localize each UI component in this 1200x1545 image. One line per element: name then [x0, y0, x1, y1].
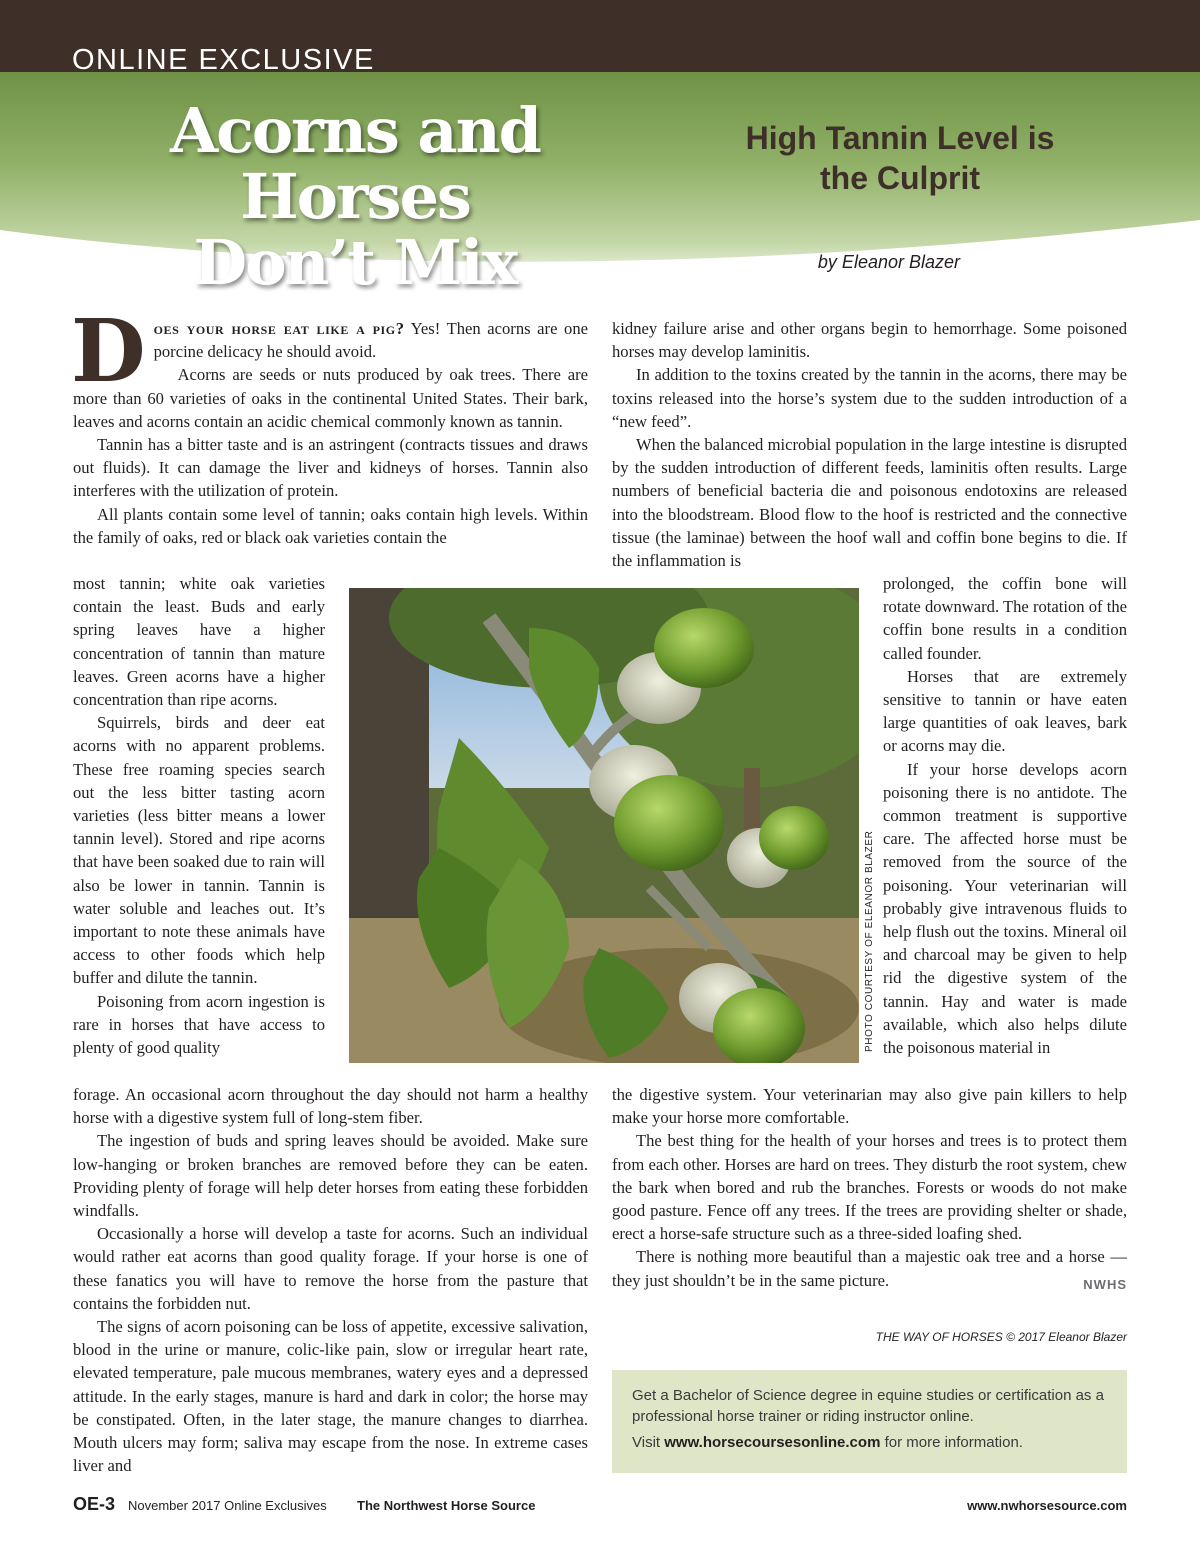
- ad-url-link[interactable]: www.horsecoursesonline.com: [664, 1434, 881, 1451]
- course-ad-box: [612, 1370, 1127, 1473]
- acorn-branch-illustration: [349, 588, 859, 1063]
- issue-label: November 2017 Online Exclusives: [128, 1498, 327, 1513]
- nwhs-signoff: NWHS: [1083, 1276, 1127, 1292]
- byline: by Eleanor Blazer: [817, 252, 960, 272]
- ad-description: Get a Bachelor of Science degree in equine studies or certification as a professional horse trainer or riding instructor online.: [632, 1387, 1104, 1425]
- publication-name: The Northwest Horse Source: [357, 1498, 536, 1513]
- right-column-narrow: [883, 572, 1127, 1059]
- page-number: OE-3: [73, 1494, 116, 1514]
- paragraph-1: Does your horse eat like a pig? Yes! Then acorns are one porcine delicacy he should avoid.: [71, 301, 588, 402]
- paragraph-14-start: If your horse develops acorn poisoning there is no antidote. The common treatment is supportive care. The affected horse must be removed from the source of the poisoning. Your veterinarian will probably give intravenous fluids to help flush out the toxins. Mineral oil and charcoal may be given to help rid the digestive system of the tannin. Hay and water is made available, which also helps dilute the poisonous material in: [883, 759, 1127, 1058]
- paragraph-8: Occasionally a horse will develop a taste for acorns. Such an individual would rather eat acorns than good quality forage. If your horse is one of these fanatics you will have to remove the horse from the pasture that contains the forbidden nut.: [73, 1224, 588, 1313]
- article-subtitle: [730, 118, 1070, 198]
- paragraph-3: Tannin has a bitter taste and is an astringent (contracts tissues and draws out fluids). It can damage the liver and kidneys of horses. Tannin also interferes with the utilization of protein.: [73, 435, 588, 501]
- section-kicker: ONLINE EXCLUSIVE: [72, 44, 375, 76]
- right-column-top: [612, 317, 1127, 572]
- left-column-narrow: [73, 572, 325, 1059]
- paragraph-2: Acorns are seeds or nuts produced by oak trees. There are more than 60 varieties of oaks in the continental United States. Their bark, leaves and acorns contain an acidic chemical commonly known as tannin.: [73, 365, 588, 431]
- paragraph-4-start: All plants contain some level of tannin; oaks contain high levels. Within the family of oaks, red or black oak varieties contain the: [73, 504, 588, 547]
- paragraph-15: The best thing for the health of your horses and trees is to protect them from each other. Horses are hard on trees. They disturb the root system, chew the bark when bored and rub the branches. Forests or woods do not make good pasture. Fence off any trees. If the trees are providing shelter or shade, erect a horse-safe structure such as a three-sided loafing shed.: [612, 1131, 1127, 1244]
- paragraph-7: The ingestion of buds and spring leaves should be avoided. Make sure low-hanging or broken branches are removed before they can be eaten. Providing plenty of forage will help deter horses from eating these forbidden windfalls.: [73, 1131, 588, 1221]
- paragraph-4-end: most tannin; white oak varieties contain the least. Buds and early spring leaves have a higher concentration of tannin than mature leaves. Green acorns have a higher concentration than ripe acorns.: [73, 574, 325, 710]
- title-line-1: Acorns and Horses: [169, 94, 541, 233]
- paragraph-6-start: Poisoning from acorn ingestion is rare in horses that have access to plenty of good quality: [73, 991, 325, 1058]
- paragraph-12-end: prolonged, the coffin bone will rotate downward. The rotation of the coffin bone results in a condition called founder.: [883, 574, 1127, 663]
- subtitle-line-2: the Culprit: [820, 160, 980, 196]
- page-footer: [73, 1496, 1127, 1518]
- paragraph-13: Horses that are extremely sensitive to tannin or have eaten large quantities of oak leaves, bark or acorns may die.: [883, 666, 1127, 756]
- article-title: [70, 94, 640, 299]
- paragraph-5: Squirrels, birds and deer eat acorns with no apparent problems. These free roaming species search out the less bitter tasting acorn varieties (less bitter means a lower tannin level). Stored and ripe acorns that have been soaked due to rain will also be lower in tannin. Tannin is water soluble and leaches out. It’s important to note these animals have access to other foods which help buffer and dilute the tannin.: [73, 713, 325, 988]
- left-column-bottom: [73, 1083, 588, 1477]
- drop-cap: D: [71, 301, 146, 402]
- paragraph-10: kidney failure arise and other organs begin to hemorrhage. Some poisoned horses may develop laminitis.: [612, 319, 1127, 362]
- paragraph-14-end: the digestive system. Your veterinarian may also give pain killers to help make your horse more comfortable.: [612, 1085, 1127, 1128]
- right-column-bottom: [612, 1083, 1127, 1296]
- photo-credit: PHOTO COURTESY OF ELEANOR BLAZER: [864, 830, 875, 1052]
- subtitle-line-1: High Tannin Level is: [745, 120, 1055, 156]
- paragraph-11: In addition to the toxins created by the tannin in the acorns, there may be toxins released into the horse’s system due to the sudden introduction of a “new feed”.: [612, 365, 1127, 431]
- paragraph-16: There is nothing more beautiful than a majestic oak tree and a horse — they just shouldn’t be in the same picture. NWHS: [612, 1245, 1127, 1291]
- paragraph-6-end: forage. An occasional acorn throughout the day should not harm a healthy horse with a digestive system full of long-stem fiber.: [73, 1085, 588, 1128]
- lead-in: oes your horse eat like a pig?: [153, 319, 405, 338]
- left-column-top: [71, 301, 588, 549]
- title-line-2: Don’t Mix: [193, 226, 517, 299]
- paragraph-9: The signs of acorn poisoning can be loss of appetite, excessive salivation, blood in the urine or manure, colic-like pain, slow or irregular heart rate, elevated temperature, pale mucous membranes, watery eyes and a depressed attitude. In the early stages, manure is hard and dark in color; the horse may be constipated. Often, in the later stage, the manure changes to diarrhea. Mouth ulcers may form; saliva may escape from the nose. In extreme cases liver and: [73, 1317, 588, 1476]
- ad-visit-line: Visit www.horsecoursesonline.com for more information.: [632, 1434, 1023, 1451]
- website-link[interactable]: www.nwhorsesource.com: [967, 1498, 1127, 1513]
- acorn-photo: [349, 588, 859, 1063]
- copyright-line: THE WAY OF HORSES © 2017 Eleanor Blazer: [875, 1330, 1127, 1344]
- paragraph-12-start: When the balanced microbial population in the large intestine is disrupted by the sudden introduction of different feeds, laminitis often results. Large numbers of beneficial bacteria die and poisonous endotoxins are released into the bloodstream. Blood flow to the hoof is restricted and the connective tissue (the laminae) between the hoof wall and coffin bone begins to die. If the inflammation is: [612, 435, 1127, 571]
